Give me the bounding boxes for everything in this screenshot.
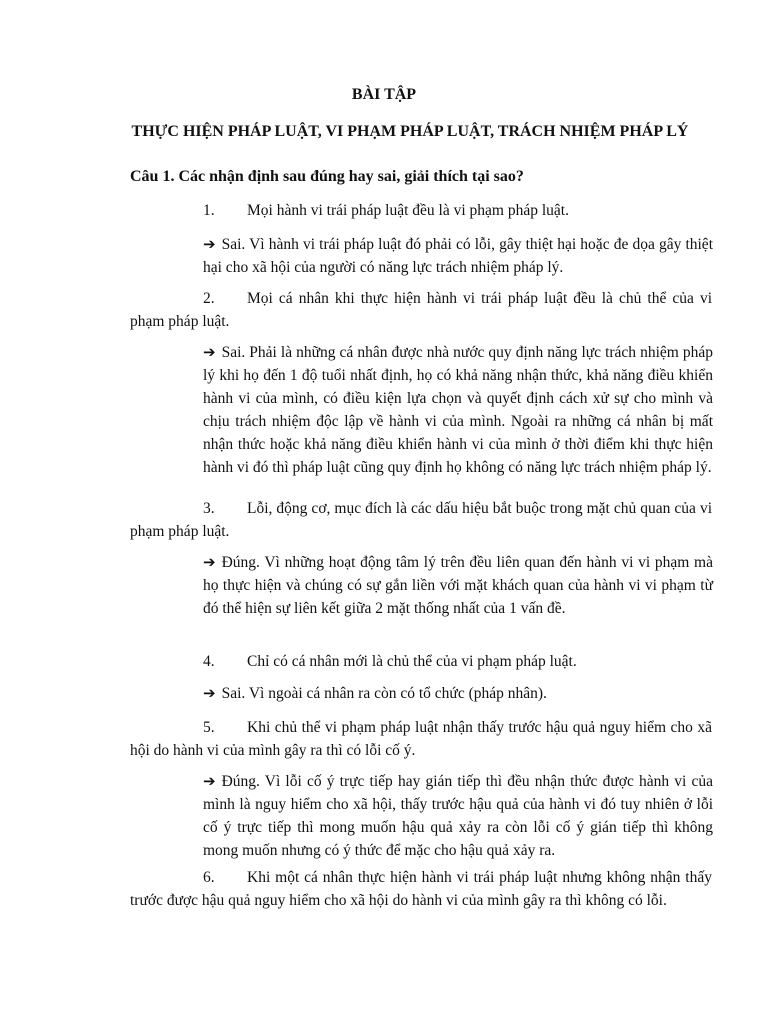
statement-6 [130,866,712,912]
statement-5 [130,716,712,762]
statement-number: 4. [203,653,215,670]
answer-text: Sai. Phải là những cá nhân được nhà nước quy định năng lực trách nhiệm pháp lý khi họ đến 1 độ tuổi nhất định, họ có khả năng nhận thức, khả năng điều khiển hành vi của mình, có điều kiện lựa chọn và quyết định cách xử sự cho mình và chịu trách nhiệm độc lập về hành vi của mình. Ngoài ra những cá nhân bị mất nhận thức hoặc khả năng điều khiển hành vi của mình ở thời điểm khi thực hiện hành vi đó thì pháp luật cũng quy định họ không có năng lực trách nhiệm pháp lý. [203,344,713,476]
arrow-right-icon: ➔ [203,343,216,361]
statement-1 [157,199,712,222]
statement-text: Khi chủ thể vi phạm pháp luật nhận thấy trước hậu quả nguy hiểm cho xã hội do hành vi của mình gây ra thì có lỗi cố ý. [130,719,712,759]
statement-number: 5. [203,719,215,736]
statement-number: 6. [203,869,215,886]
document-subtitle: THỰC HIỆN PHÁP LUẬT, VI PHẠM PHÁP LUẬT, TRÁCH NHIỆM PHÁP LÝ [131,123,689,140]
arrow-right-icon: ➔ [203,772,216,790]
answer-text: Đúng. Vì những hoạt động tâm lý trên đều liên quan đến hành vi vi phạm mà họ thực hiện và chúng có sự gắn liền với mặt khách quan của hành vi vi phạm từ đó thể hiện sự liên kết giữa 2 mặt thống nhất của 1 vấn đề. [203,554,713,617]
arrow-right-icon: ➔ [203,553,216,571]
answer-3 [203,551,713,620]
statement-text: Chỉ có cá nhân mới là chủ thể của vi phạm pháp luật. [247,653,577,670]
statement-text: Mọi hành vi trái pháp luật đều là vi phạm pháp luật. [247,202,569,219]
statement-4 [157,650,712,673]
arrow-right-icon: ➔ [203,684,216,702]
statement-number: 1. [203,202,215,219]
question-heading: Câu 1. Các nhận định sau đúng hay sai, giải thích tại sao? [130,168,524,185]
statement-2 [130,287,712,333]
page-title: BÀI TẬP [351,86,417,103]
statement-text: Khi một cá nhân thực hiện hành vi trái pháp luật nhưng không nhận thấy trước được hậu quả nguy hiểm cho xã hội do hành vi của mình gây ra thì không có lỗi. [130,869,712,909]
answer-text: Đúng. Vì lỗi cố ý trực tiếp hay gián tiếp thì đều nhận thức được hành vi của mình là nguy hiểm cho xã hội, thấy trước hậu quả của hành vi đó tuy nhiên ở lỗi cố ý trực tiếp thì mong muốn hậu quả xảy ra còn lỗi cố ý gián tiếp thì không mong muốn nhưng có ý thức để mặc cho hậu quả xảy ra. [203,773,713,859]
statement-text: Mọi cá nhân khi thực hiện hành vi trái pháp luật đều là chủ thể của vi phạm pháp luật. [130,290,712,330]
arrow-right-icon: ➔ [203,235,216,253]
answer-text: Sai. Vì ngoài cá nhân ra còn có tổ chức (pháp nhân). [221,685,547,702]
statement-text: Lỗi, động cơ, mục đích là các dấu hiệu bắt buộc trong mặt chủ quan của vi phạm pháp luật. [130,500,712,540]
answer-text: Sai. Vì hành vi trái pháp luật đó phải có lỗi, gây thiệt hại hoặc đe dọa gây thiệt hại cho xã hội của người có năng lực trách nhiệm pháp lý. [203,236,713,276]
answer-4 [203,682,713,705]
statement-number: 2. [203,290,215,307]
answer-2 [203,341,713,479]
answer-1 [203,233,713,279]
statement-3 [130,497,712,543]
statement-number: 3. [203,500,215,517]
answer-5 [203,770,713,862]
